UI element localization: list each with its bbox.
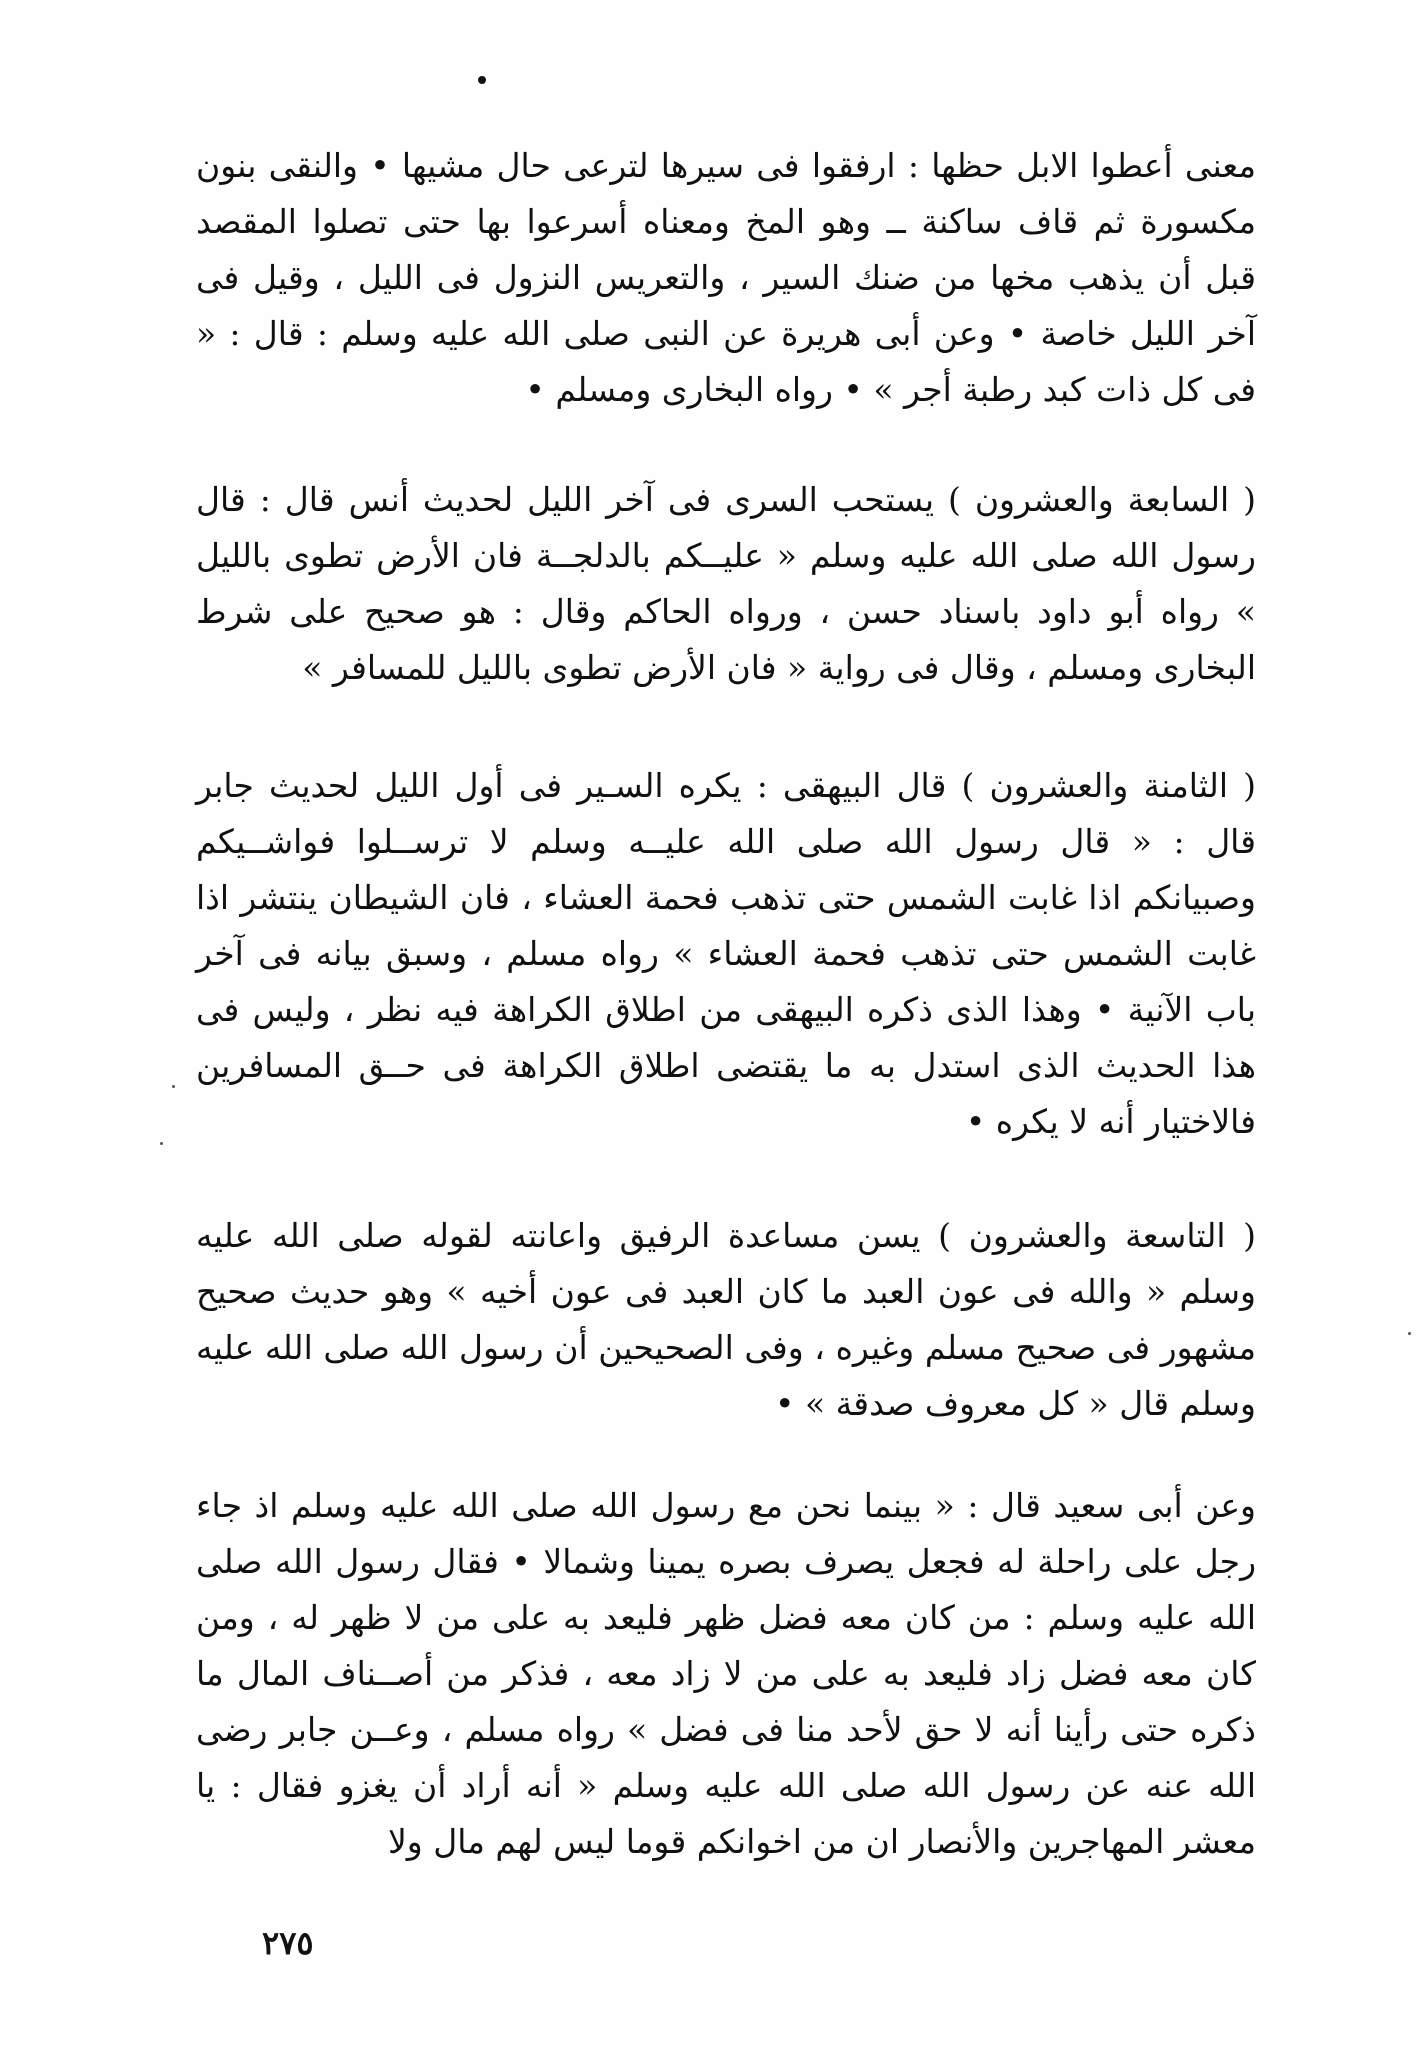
scan-speck	[160, 1142, 163, 1145]
top-dot-mark	[478, 76, 486, 84]
page-number: ٢٧٥	[262, 1924, 314, 1962]
paragraph-1: معنى أعطوا الابل حظها : ارفقوا فى سيرها لترعى حال مشيها • والنقى بنون مكسورة ثم قاف ساكنة ــ وهو المخ ومعناه أسرعوا بها حتى تصلوا المقصد قبل أن يذهب مخها من ضنك السير ، والتعريس النزول فى الليل ، وقيل فى آخر الليل خاصة • وعن أبى هريرة عن النبى صلى الله عليه وسلم : قال : « فى كل ذات كبد رطبة أجر » • رواه البخارى ومسلم •	[196, 146, 1256, 409]
scan-speck	[172, 1085, 175, 1088]
paragraph-5: وعن أبى سعيد قال : « بينما نحن مع رسول الله صلى الله عليه وسلم اذ جاء رجل على راحلة له فجعل يصرف بصره يمينا وشمالا • فقال رسول الله صلى الله عليه وسلم : من كان معه فضل ظهر فليعد به على من لا ظهر له ، ومن كان معه فضل زاد فليعد به على من لا زاد معه ، فذكر من أصــناف المال ما ذكره حتى رأينا أنه لا حق لأحد منا فى فضل » رواه مسلم ، وعــن جابر رضى الله عنه عن رسول الله صلى الله عليه وسلم « أنه أراد أن يغزو فقال : يا معشر المهاجرين والأنصار ان من اخوانكم قوما ليس لهم مال ولا	[196, 1486, 1256, 1861]
paragraph-3: ( الثامنة والعشرون ) قال البيهقى : يكره السـير فى أول الليل لحديث جابر قال : « قال رسول الله صلى الله عليــه وسلم لا ترســلوا فواشــيكم وصبيانكم اذا غابت الشمس حتى تذهب فحمة العشاء ، فان الشيطان ينتشر اذا غابت الشمس حتى تذهب فحمة العشاء » رواه مسلم ، وسبق بيانه فى آخر باب الآنية • وهذا الذى ذكره البيهقى من اطلاق الكراهة فيه نظر ، وليس فى هذا الحديث الذى استدل به ما يقتضى اطلاق الكراهة فى حــق المسافرين فالاختيار أنه لا يكره •	[196, 766, 1257, 1141]
scan-speck	[1408, 1332, 1411, 1335]
paragraph-4: ( التاسعة والعشرون ) يسن مساعدة الرفيق واعانته لقوله صلى الله عليه وسلم « والله فى عون العبد ما كان العبد فى عون أخيه » وهو حديث صحيح مشهور فى صحيح مسلم وغيره ، وفى الصحيحين أن رسول الله صلى الله عليه وسلم قال « كل معروف صدقة » •	[196, 1216, 1256, 1423]
paragraph-2: ( السابعة والعشرون ) يستحب السرى فى آخر الليل لحديث أنس قال : قال رسول الله صلى الله عليه وسلم « عليــكم بالدلجــة فان الأرض تطوى بالليل » رواه أبو داود باسناد حسن ، ورواه الحاكم وقال : هو صحيح على شرط البخارى ومسلم ، وقال فى رواية « فان الأرض تطوى بالليل للمسافر »	[196, 480, 1256, 687]
